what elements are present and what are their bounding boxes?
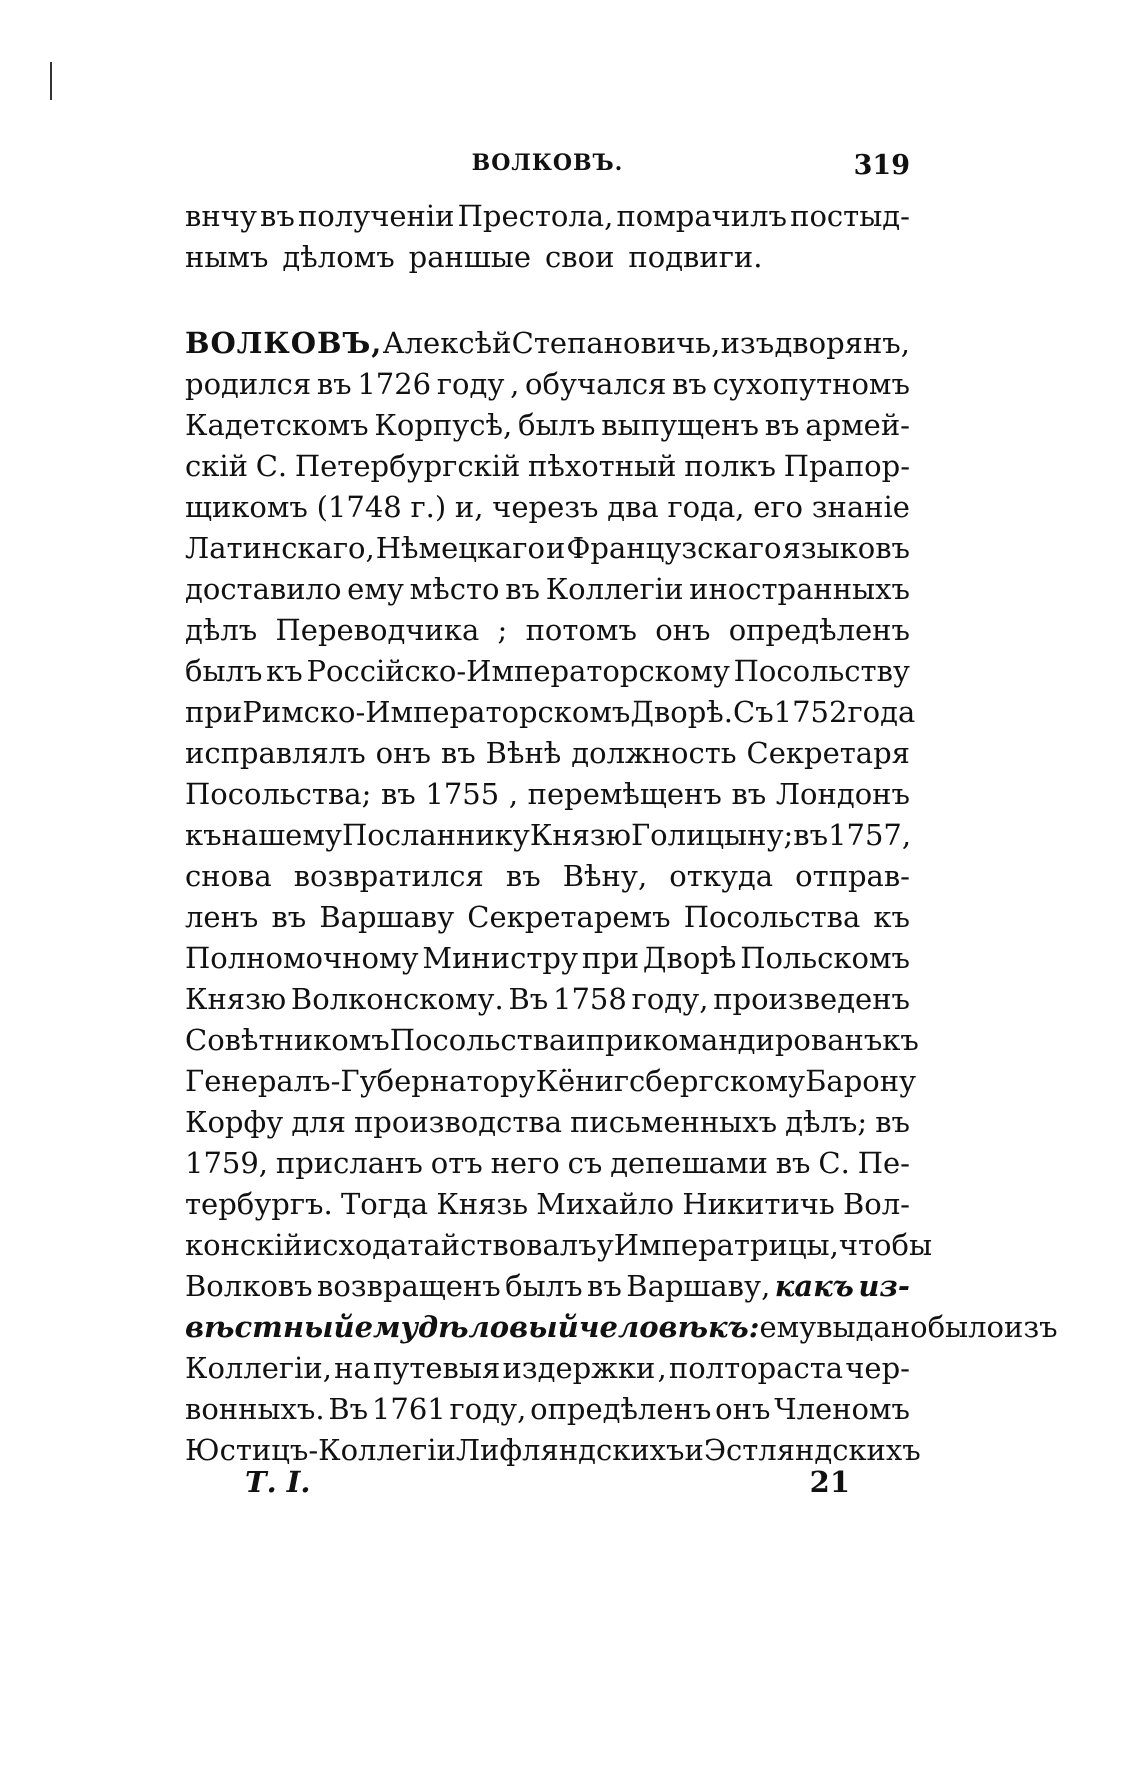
word: Корфу bbox=[185, 1105, 284, 1139]
word: Дворѣ bbox=[642, 941, 737, 975]
word: и bbox=[566, 1023, 586, 1057]
word: депешами bbox=[610, 1146, 768, 1180]
word: два bbox=[607, 490, 659, 524]
word: въ bbox=[260, 199, 295, 233]
word: Римско-Императорскомъ bbox=[242, 695, 631, 729]
word: Барону bbox=[805, 1064, 917, 1098]
word: полтораста bbox=[668, 1351, 844, 1385]
word: году, bbox=[631, 982, 709, 1016]
word: свои bbox=[545, 240, 615, 274]
word: тербургъ. bbox=[185, 1187, 333, 1221]
word: С. bbox=[818, 1146, 850, 1180]
word: сухопутномъ bbox=[712, 367, 910, 401]
word: онъ bbox=[375, 736, 431, 770]
word: у bbox=[596, 1228, 614, 1262]
word: въ bbox=[505, 572, 540, 606]
word: опредѣленъ bbox=[530, 1392, 712, 1426]
word: из- bbox=[858, 1269, 910, 1303]
word: при bbox=[581, 941, 640, 975]
word: Секретаремъ bbox=[467, 900, 671, 934]
word: вѣстный bbox=[185, 1310, 355, 1344]
word: отправ- bbox=[795, 859, 910, 893]
continuation-paragraph bbox=[185, 196, 910, 278]
word: Членомъ bbox=[774, 1392, 910, 1426]
word: опредѣленъ bbox=[728, 613, 910, 647]
text-line bbox=[185, 856, 910, 897]
word: 1726 bbox=[357, 367, 432, 401]
page-number: 319 bbox=[853, 150, 910, 181]
word: Михайло bbox=[536, 1187, 675, 1221]
word: Коллегіи, bbox=[185, 1351, 332, 1385]
word: дворянъ, bbox=[774, 326, 910, 360]
word: знаніе bbox=[811, 490, 910, 524]
word: въ bbox=[672, 367, 707, 401]
word: чер- bbox=[845, 1351, 910, 1385]
word: Лондонъ bbox=[775, 777, 910, 811]
word: Лифляндскихъ bbox=[455, 1433, 685, 1467]
text-line bbox=[185, 1184, 910, 1225]
entry-paragraph bbox=[185, 323, 1058, 1471]
word: Французскаго bbox=[566, 531, 782, 565]
word: Петербургскій bbox=[294, 449, 521, 483]
signature-mark: Т. I. bbox=[245, 1465, 311, 1499]
word: вонныхъ. bbox=[185, 1392, 325, 1426]
word: къ bbox=[873, 900, 910, 934]
word: Варшаву, bbox=[626, 1269, 771, 1303]
text-line bbox=[185, 610, 910, 651]
word: и bbox=[545, 531, 566, 565]
word: , bbox=[508, 777, 519, 811]
text-line bbox=[185, 1225, 933, 1266]
text-line bbox=[185, 1143, 910, 1184]
word: Волковъ bbox=[185, 1269, 313, 1303]
word: къ bbox=[882, 1023, 919, 1057]
word: нымъ bbox=[185, 240, 269, 274]
word: 1757, bbox=[828, 818, 912, 852]
word: 1755 bbox=[425, 777, 500, 811]
word: выпущенъ bbox=[601, 408, 759, 442]
text-line bbox=[185, 1020, 919, 1061]
page-footer bbox=[245, 1465, 850, 1505]
word: онъ bbox=[715, 1392, 771, 1426]
word: Юстицъ-Коллегіи bbox=[185, 1433, 456, 1467]
word: въ bbox=[793, 818, 829, 852]
text-line bbox=[185, 692, 916, 733]
text-line bbox=[185, 1102, 910, 1143]
word: должность bbox=[571, 736, 737, 770]
text-line bbox=[185, 938, 910, 979]
word: ему bbox=[354, 1310, 418, 1344]
word: ВОЛКОВЪ, bbox=[185, 326, 383, 360]
word: въ bbox=[505, 859, 541, 893]
word: Алексѣй bbox=[382, 326, 512, 360]
text-line bbox=[185, 196, 910, 237]
text-line bbox=[185, 323, 910, 364]
word: отъ bbox=[430, 1146, 483, 1180]
margin-mark bbox=[50, 62, 52, 100]
word: Тогда bbox=[340, 1187, 429, 1221]
word: внчу bbox=[185, 199, 257, 233]
word: Императрицы, bbox=[613, 1228, 839, 1262]
word: доставило bbox=[185, 572, 342, 606]
word: 1761 bbox=[371, 1392, 446, 1426]
word: Совѣтникомъ bbox=[185, 1023, 390, 1057]
word: ; bbox=[497, 613, 508, 647]
word: былъ bbox=[505, 1269, 583, 1303]
word: перемѣщенъ bbox=[527, 777, 722, 811]
word: въ bbox=[440, 736, 476, 770]
text-line bbox=[185, 446, 910, 487]
word: Министру bbox=[422, 941, 578, 975]
word: Вол- bbox=[842, 1187, 910, 1221]
word: Полномочному bbox=[185, 941, 419, 975]
word: него bbox=[490, 1146, 560, 1180]
word: Россійско-Императорскому bbox=[306, 654, 730, 688]
word: 1758 bbox=[553, 982, 627, 1016]
word: (1748 bbox=[316, 490, 402, 524]
text-line bbox=[185, 733, 910, 774]
word: Посланнику bbox=[341, 818, 530, 852]
word: Кадетскомъ bbox=[185, 408, 369, 442]
word: Престола, bbox=[457, 199, 614, 233]
word: Князь bbox=[436, 1187, 528, 1221]
word: языковъ bbox=[782, 531, 910, 565]
word: года, bbox=[667, 490, 745, 524]
word: С. bbox=[255, 449, 288, 483]
word: Прапор- bbox=[783, 449, 910, 483]
word: ленъ bbox=[185, 900, 259, 934]
word: , bbox=[510, 367, 520, 401]
word: съ bbox=[567, 1146, 603, 1180]
running-title: ВОЛКОВЪ. bbox=[471, 150, 624, 176]
word: изъ bbox=[720, 326, 775, 360]
word: Пе- bbox=[857, 1146, 910, 1180]
word: въ bbox=[380, 777, 416, 811]
word: прикомандированъ bbox=[585, 1023, 883, 1057]
text-line bbox=[185, 487, 910, 528]
word: снова bbox=[185, 859, 272, 893]
word: былъ bbox=[518, 408, 596, 442]
word: былъ bbox=[185, 654, 263, 688]
word: было bbox=[927, 1310, 1005, 1344]
word: мѣсто bbox=[409, 572, 500, 606]
word: Голицыну; bbox=[630, 818, 794, 852]
word: году, bbox=[449, 1392, 527, 1426]
text-line bbox=[185, 237, 910, 278]
text-line bbox=[185, 1061, 917, 1102]
word: Переводчика bbox=[275, 613, 480, 647]
word: полученіи bbox=[297, 199, 455, 233]
word: родился bbox=[185, 367, 312, 401]
word: выдано bbox=[816, 1310, 928, 1344]
word: для bbox=[291, 1105, 346, 1139]
paragraph-gap bbox=[185, 278, 910, 323]
text-line bbox=[185, 1266, 910, 1307]
text-line bbox=[185, 897, 910, 938]
word: черезъ bbox=[492, 490, 599, 524]
word: 1759, bbox=[185, 1146, 269, 1180]
word: Нѣмецкаго bbox=[375, 531, 545, 565]
word: въ bbox=[764, 408, 800, 442]
word: письменныхъ bbox=[570, 1105, 778, 1139]
word: присланъ bbox=[275, 1146, 423, 1180]
word: Въ bbox=[508, 982, 549, 1016]
word: Кёнигсбергскому bbox=[535, 1064, 806, 1098]
word: дѣлъ; bbox=[785, 1105, 868, 1139]
word: иностранныхъ bbox=[689, 572, 910, 606]
word: путевыя bbox=[372, 1351, 501, 1385]
word: возвратился bbox=[293, 859, 484, 893]
text-line bbox=[185, 1307, 1058, 1348]
word: и, bbox=[454, 490, 484, 524]
word: Въ bbox=[328, 1392, 369, 1426]
word: года bbox=[847, 695, 916, 729]
word: постыд- bbox=[790, 199, 910, 233]
word: потомъ bbox=[525, 613, 637, 647]
word: Вѣну, bbox=[562, 859, 648, 893]
word: въ bbox=[587, 1269, 622, 1303]
word: Вѣнѣ bbox=[485, 736, 562, 770]
word: Польскомъ bbox=[740, 941, 910, 975]
word: къ bbox=[266, 654, 303, 688]
word: 1752 bbox=[773, 695, 848, 729]
word: на bbox=[334, 1351, 371, 1385]
word: производства bbox=[353, 1105, 563, 1139]
text-line bbox=[185, 405, 910, 446]
word: въ bbox=[271, 900, 307, 934]
word: помрачилъ bbox=[616, 199, 788, 233]
text-line bbox=[185, 364, 910, 405]
word: году bbox=[436, 367, 505, 401]
word: раншые bbox=[408, 240, 532, 274]
word: какъ bbox=[774, 1269, 854, 1303]
running-head bbox=[185, 150, 910, 190]
word: къ bbox=[185, 818, 222, 852]
word: издержки bbox=[502, 1351, 656, 1385]
word: армей- bbox=[805, 408, 910, 442]
word: Корпусѣ, bbox=[374, 408, 513, 442]
word: подвиги. bbox=[628, 240, 763, 274]
word: исправлялъ bbox=[185, 736, 366, 770]
text-line bbox=[185, 1348, 910, 1389]
word: въ bbox=[775, 1146, 811, 1180]
word: Князю bbox=[185, 982, 287, 1016]
text-line bbox=[185, 651, 910, 692]
text-line bbox=[185, 569, 910, 610]
word: скій bbox=[185, 449, 248, 483]
word: Волконскому. bbox=[290, 982, 504, 1016]
text-line bbox=[185, 528, 910, 569]
word: въ bbox=[875, 1105, 910, 1139]
word: Степановичь, bbox=[511, 326, 721, 360]
word: полкъ bbox=[684, 449, 776, 483]
word: Посольства; bbox=[185, 777, 372, 811]
text-line bbox=[185, 774, 910, 815]
sheet-number: 21 bbox=[809, 1465, 850, 1499]
word: дѣломъ bbox=[282, 240, 395, 274]
word: дѣлъ bbox=[185, 613, 258, 647]
text-block bbox=[185, 196, 1058, 1471]
word: Коллегіи bbox=[545, 572, 684, 606]
word: пѣхотный bbox=[528, 449, 677, 483]
word: обучался bbox=[525, 367, 667, 401]
word: человѣкъ: bbox=[578, 1310, 760, 1344]
word: Эстляндскихъ bbox=[703, 1433, 921, 1467]
word: Съ bbox=[733, 695, 774, 729]
word: г.) bbox=[410, 490, 447, 524]
word: Секретаря bbox=[746, 736, 910, 770]
word: щикомъ bbox=[185, 490, 308, 524]
word: Латинскаго, bbox=[185, 531, 375, 565]
word: въ bbox=[731, 777, 767, 811]
word: Посольства bbox=[389, 1023, 567, 1057]
word: ему bbox=[759, 1310, 817, 1344]
word: дѣловый bbox=[417, 1310, 579, 1344]
text-line bbox=[185, 1389, 910, 1430]
word: откуда bbox=[669, 859, 774, 893]
word: произведенъ bbox=[713, 982, 910, 1016]
word: и bbox=[684, 1433, 704, 1467]
word: изъ bbox=[1004, 1310, 1058, 1344]
word: въ bbox=[316, 367, 352, 401]
word: ему bbox=[347, 572, 404, 606]
word: при bbox=[185, 695, 243, 729]
word: Посольству bbox=[733, 654, 910, 688]
word: Варшаву bbox=[319, 900, 455, 934]
word: Генералъ-Губернатору bbox=[185, 1064, 536, 1098]
word: , bbox=[657, 1351, 667, 1385]
word: чтобы bbox=[838, 1228, 933, 1262]
word: нашему bbox=[221, 818, 342, 852]
text-line bbox=[185, 815, 910, 856]
text-line bbox=[185, 979, 910, 1020]
word: Князю bbox=[529, 818, 631, 852]
word: его bbox=[753, 490, 804, 524]
word: Посольства bbox=[683, 900, 861, 934]
word: возвращенъ bbox=[317, 1269, 501, 1303]
word: конскій bbox=[185, 1228, 303, 1262]
word: исходатайствовалъ bbox=[302, 1228, 597, 1262]
word: онъ bbox=[655, 613, 711, 647]
word: Дворѣ. bbox=[630, 695, 733, 729]
word: Никитичь bbox=[682, 1187, 835, 1221]
